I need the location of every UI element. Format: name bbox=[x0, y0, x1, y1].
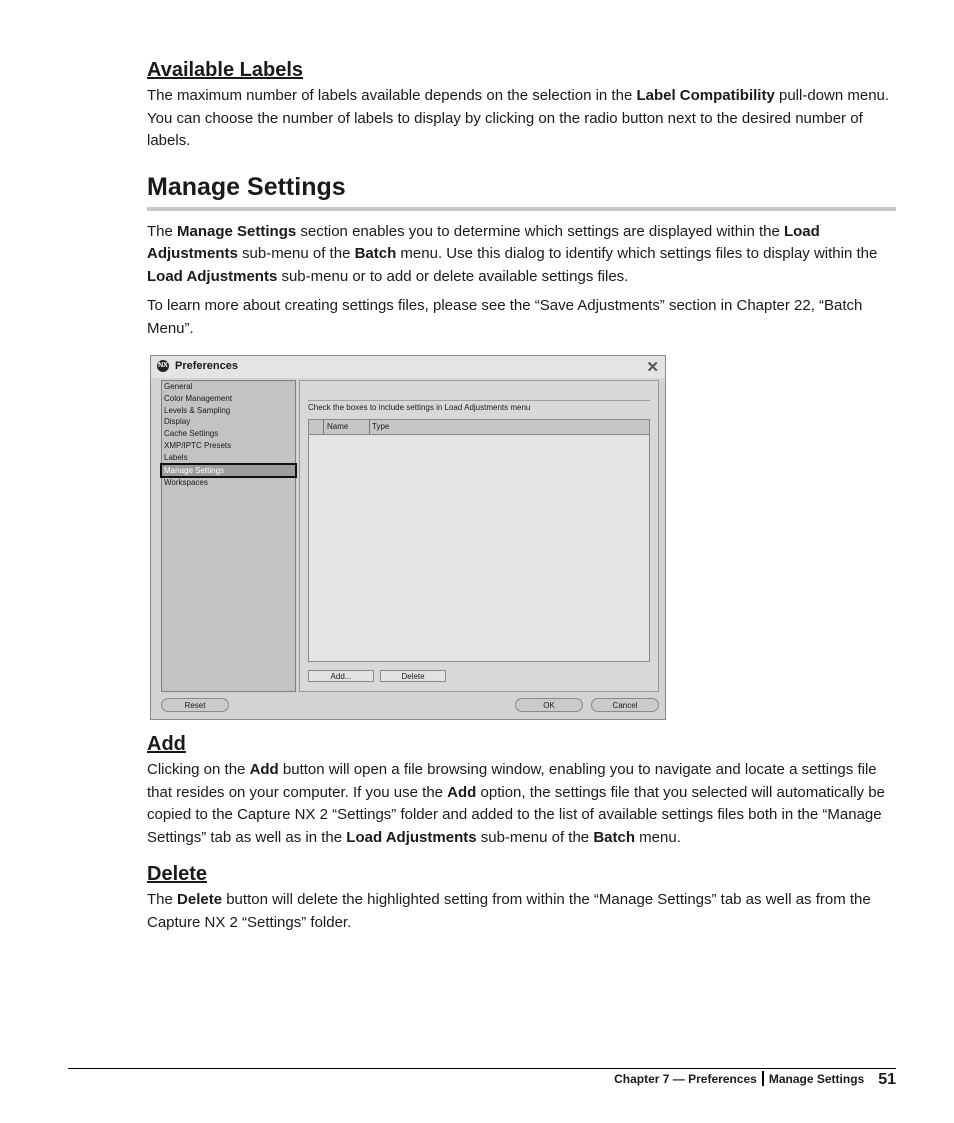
nav-item-cache-settings[interactable]: Cache Settings bbox=[164, 429, 219, 439]
available-labels-heading: Available Labels bbox=[147, 59, 303, 81]
bold-term: Batch bbox=[593, 828, 635, 846]
add-heading: Add bbox=[147, 733, 186, 755]
list-header bbox=[309, 420, 649, 435]
text-run: The bbox=[147, 222, 178, 240]
nav-item-display[interactable]: Display bbox=[164, 417, 191, 427]
text-run: sub-menu or to add or delete available settings files. bbox=[277, 267, 629, 285]
text-run: button will open a file browsing window, enabling you to navigate and locate a settings file that resides on your computer. If you use the bbox=[147, 761, 877, 801]
reset-button[interactable]: Reset bbox=[161, 698, 229, 712]
page-number: 51 bbox=[878, 1071, 896, 1088]
ok-button[interactable]: OK bbox=[515, 698, 583, 712]
page-footer bbox=[614, 1071, 896, 1089]
delete-button[interactable]: Delete bbox=[380, 670, 446, 682]
text-run: menu. Use this dialog to identify which settings files to display within the bbox=[396, 245, 878, 262]
nav-item-xmp-iptc-presets[interactable]: XMP/IPTC Presets bbox=[164, 440, 232, 450]
column-separator bbox=[369, 420, 370, 434]
manage-settings-heading: Manage Settings bbox=[147, 172, 346, 201]
column-header-type[interactable]: Type bbox=[372, 422, 390, 431]
dialog-title-bar bbox=[151, 356, 665, 378]
footer-chapter: Chapter 7 — Preferences bbox=[614, 1072, 757, 1086]
footer-section: Manage Settings bbox=[768, 1072, 865, 1086]
manage-settings-paragraph bbox=[147, 221, 896, 289]
page-content bbox=[147, 58, 896, 934]
text-run: Clicking on the bbox=[147, 761, 250, 778]
delete-heading: Delete bbox=[147, 863, 208, 885]
bold-term: Load Adjustments bbox=[147, 222, 820, 262]
text-run: button will delete the highlighted setting from within the “Manage Settings” tab as well as from the Capture NX 2 “Settings” folder. bbox=[147, 891, 871, 931]
panel-divider bbox=[308, 400, 650, 401]
app-logo-icon: NX bbox=[157, 360, 169, 372]
footer-separator bbox=[762, 1071, 764, 1086]
text-run: sub-menu of the bbox=[237, 245, 355, 262]
instruction-text: Check the boxes to include settings in Load Adjustments menu bbox=[308, 403, 531, 412]
settings-file-list[interactable] bbox=[308, 419, 650, 662]
bold-term: Manage Settings bbox=[177, 222, 297, 240]
text-run: option, the settings file that you selected will automatically be copied to the Capture NX 2 “Settings” folder and added to the list of available settings files both in the “Manage Settings” tab as well as in the bbox=[147, 783, 885, 846]
bold-term: Add bbox=[447, 783, 477, 801]
bold-term: Add bbox=[249, 761, 279, 778]
cancel-button[interactable]: Cancel bbox=[591, 698, 659, 712]
nav-item-levels-sampling[interactable]: Levels & Sampling bbox=[164, 405, 231, 415]
add-paragraph bbox=[147, 759, 896, 849]
delete-paragraph bbox=[147, 889, 896, 934]
preferences-nav-list bbox=[161, 380, 296, 692]
dialog-title: Preferences bbox=[175, 360, 238, 372]
text-run: pull-down menu. You can choose the number of labels to display by clicking on the radio button next to the desired number of labels. bbox=[147, 87, 890, 149]
nav-item-general[interactable]: General bbox=[164, 382, 193, 391]
nav-item-workspaces[interactable]: Workspaces bbox=[164, 478, 208, 488]
add-button[interactable]: Add... bbox=[308, 670, 374, 682]
bold-term: Load Adjustments bbox=[346, 828, 477, 846]
text-run: The bbox=[147, 891, 178, 908]
close-icon[interactable]: ✕ bbox=[646, 359, 659, 376]
bold-term: Batch bbox=[354, 245, 397, 262]
learn-more-paragraph: To learn more about creating settings files, please see the “Save Adjustments” section in Chapter 22, “Batch Menu”. bbox=[147, 297, 863, 337]
bold-term: Delete bbox=[177, 891, 223, 908]
nav-item-manage-settings[interactable]: Manage Settings bbox=[162, 465, 295, 477]
column-header-name[interactable]: Name bbox=[327, 422, 349, 431]
nav-item-labels[interactable]: Labels bbox=[164, 452, 188, 462]
available-labels-paragraph bbox=[147, 85, 896, 153]
text-run: sub-menu of the bbox=[476, 828, 594, 846]
heading-rule bbox=[147, 207, 896, 211]
nav-item-color-management[interactable]: Color Management bbox=[164, 393, 233, 403]
footer-rule bbox=[68, 1068, 896, 1069]
text-run: menu. bbox=[635, 828, 681, 846]
text-run: The maximum number of labels available depends on the selection in the bbox=[147, 87, 637, 104]
preferences-dialog-screenshot bbox=[150, 355, 666, 720]
bold-term: Load Adjustments bbox=[147, 267, 278, 285]
manage-settings-panel bbox=[299, 380, 659, 692]
column-separator bbox=[323, 420, 324, 434]
text-run: section enables you to determine which settings are displayed within the bbox=[296, 222, 784, 240]
bold-term: Label Compatibility bbox=[636, 87, 775, 104]
